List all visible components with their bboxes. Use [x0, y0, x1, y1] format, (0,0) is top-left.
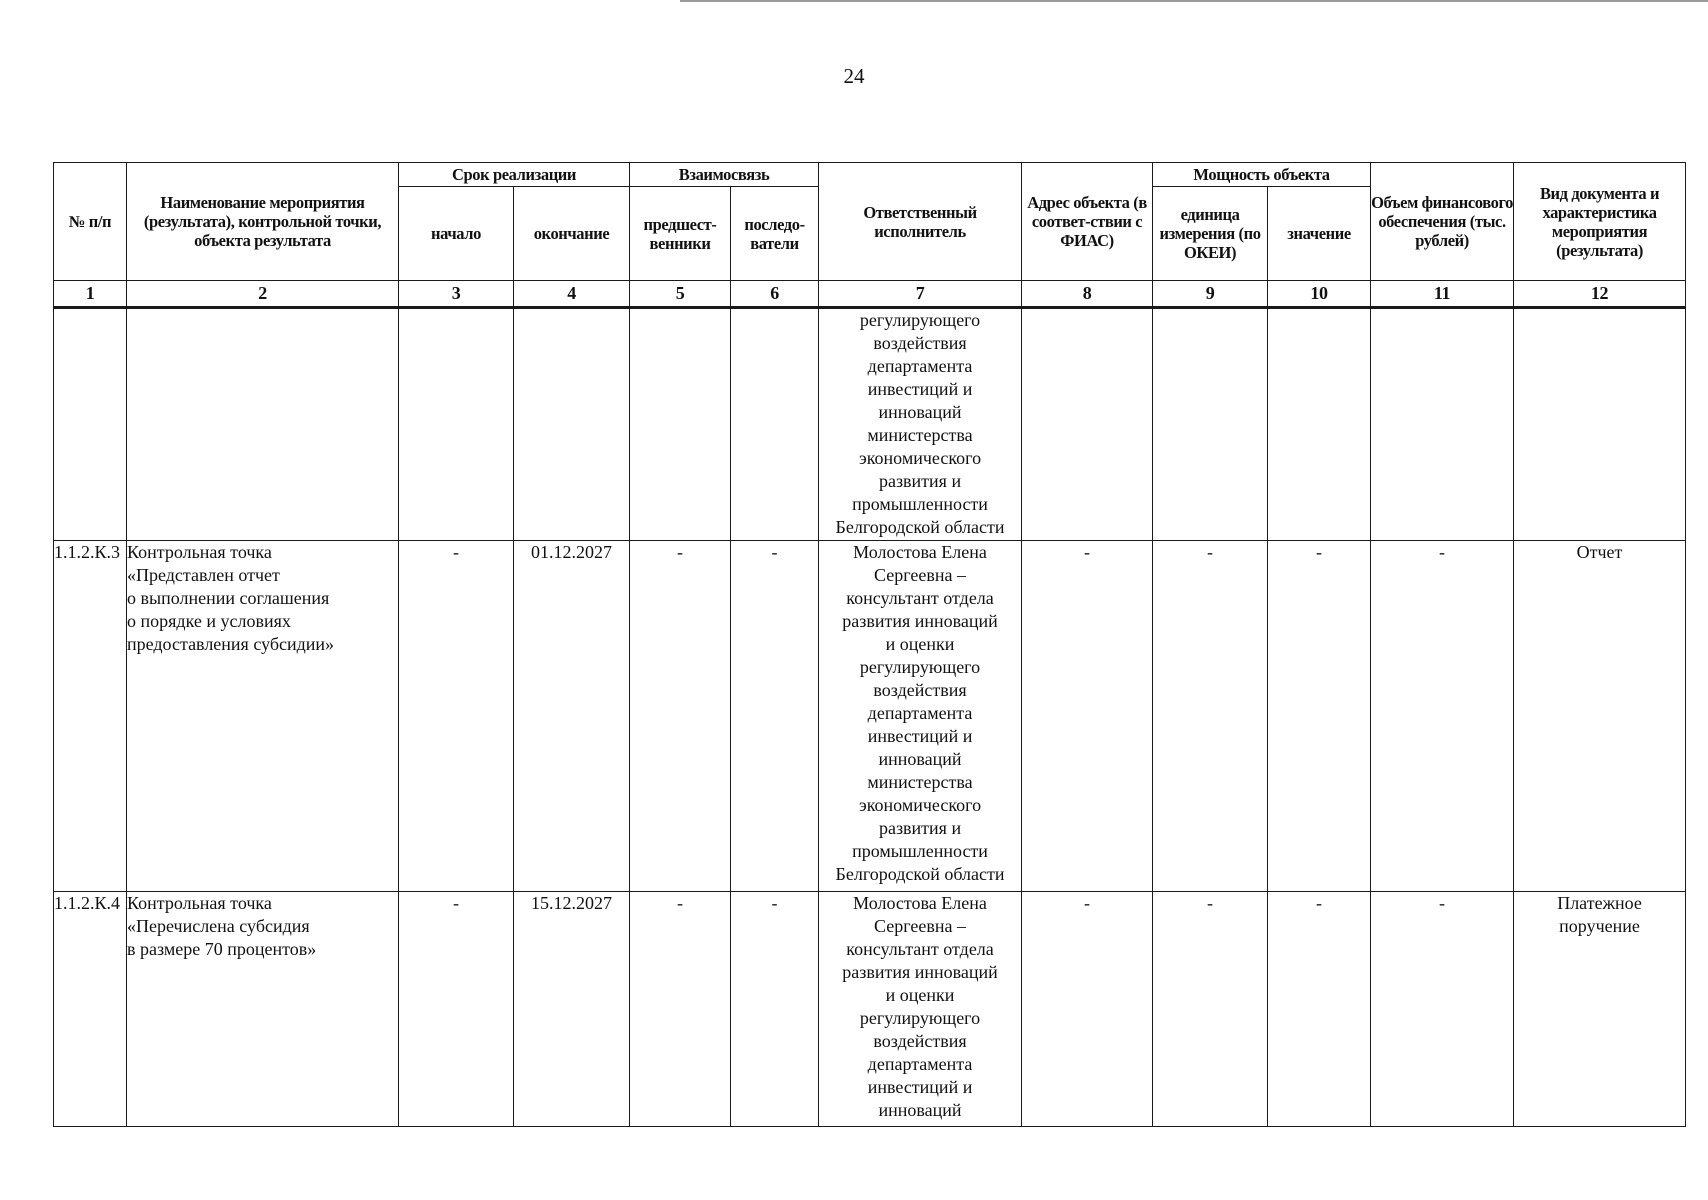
column-number: 12 — [1514, 281, 1686, 308]
column-number: 5 — [630, 281, 731, 308]
row-finance: - — [1371, 541, 1514, 892]
column-number: 1 — [54, 281, 127, 308]
header-document: Вид документа и характеристика мероприятия (результата) — [1514, 163, 1686, 281]
top-border-line — [680, 0, 1708, 2]
header-predecessors: предшест-венники — [630, 187, 731, 281]
row-responsible: Молостова Елена Сергеевна – консультант отдела развития инноваций и оценки регулирующего воздействия департамента инвестиций и инноваций министерства экономического развития и промышленности Белгородской области — [819, 541, 1022, 892]
row-end: 15.12.2027 — [514, 892, 630, 1127]
header-value: значение — [1268, 187, 1371, 281]
row-name: Контрольная точка «Представлен отчет о выполнении соглашения о порядке и условиях предоставления субсидии» — [127, 541, 399, 892]
column-number: 6 — [731, 281, 819, 308]
row-successors: - — [731, 541, 819, 892]
header-finance: Объем финансового обеспечения (тыс. рублей) — [1371, 163, 1514, 281]
row-finance — [1371, 308, 1514, 541]
header-number: № п/п — [54, 163, 127, 281]
header-unit: единица измерения (по ОКЕИ) — [1153, 187, 1268, 281]
row-name — [127, 308, 399, 541]
header-period-group: Срок реализации — [399, 163, 630, 187]
column-number: 2 — [127, 281, 399, 308]
header-successors: последо-ватели — [731, 187, 819, 281]
page-number: 24 — [843, 64, 865, 88]
row-value — [1268, 308, 1371, 541]
row-address: - — [1022, 541, 1153, 892]
header-responsible: Ответственный исполнитель — [819, 163, 1022, 281]
row-end: 01.12.2027 — [514, 541, 630, 892]
row-unit: - — [1153, 541, 1268, 892]
header-name: Наименование мероприятия (результата), контрольной точки, объекта результата — [127, 163, 399, 281]
column-number: 10 — [1268, 281, 1371, 308]
row-document — [1514, 308, 1686, 541]
row-number — [54, 308, 127, 541]
row-predecessors: - — [630, 541, 731, 892]
row-responsible: регулирующего воздействия департамента инвестиций и инноваций министерства экономического развития и промышленности Белгородской области — [819, 308, 1022, 541]
header-address: Адрес объекта (в соответ-ствии с ФИАС) — [1022, 163, 1153, 281]
row-start: - — [399, 541, 514, 892]
row-address: - — [1022, 892, 1153, 1127]
row-start — [399, 308, 514, 541]
row-address — [1022, 308, 1153, 541]
row-successors — [731, 308, 819, 541]
column-number: 9 — [1153, 281, 1268, 308]
header-end: окончание — [514, 187, 630, 281]
row-finance: - — [1371, 892, 1514, 1127]
column-number: 7 — [819, 281, 1022, 308]
header-start: начало — [399, 187, 514, 281]
header-capacity-group: Мощность объекта — [1153, 163, 1371, 187]
row-value: - — [1268, 892, 1371, 1127]
row-unit — [1153, 308, 1268, 541]
row-document: Платежное поручение — [1514, 892, 1686, 1127]
table-row — [54, 541, 1686, 892]
row-end — [514, 308, 630, 541]
implementation-plan-table — [53, 162, 1686, 1127]
row-document: Отчет — [1514, 541, 1686, 892]
row-number: 1.1.2.К.4 — [54, 892, 127, 1127]
table-row — [54, 892, 1686, 1127]
row-predecessors: - — [630, 892, 731, 1127]
row-number: 1.1.2.К.3 — [54, 541, 127, 892]
row-unit: - — [1153, 892, 1268, 1127]
column-number: 11 — [1371, 281, 1514, 308]
column-number: 8 — [1022, 281, 1153, 308]
row-value: - — [1268, 541, 1371, 892]
row-predecessors — [630, 308, 731, 541]
column-number: 4 — [514, 281, 630, 308]
row-successors: - — [731, 892, 819, 1127]
row-start: - — [399, 892, 514, 1127]
header-links-group: Взаимосвязь — [630, 163, 819, 187]
row-name: Контрольная точка «Перечислена субсидия в размере 70 процентов» — [127, 892, 399, 1127]
table-row — [54, 308, 1686, 541]
row-responsible: Молостова Елена Сергеевна – консультант отдела развития инноваций и оценки регулирующего воздействия департамента инвестиций и инноваций — [819, 892, 1022, 1127]
column-number: 3 — [399, 281, 514, 308]
